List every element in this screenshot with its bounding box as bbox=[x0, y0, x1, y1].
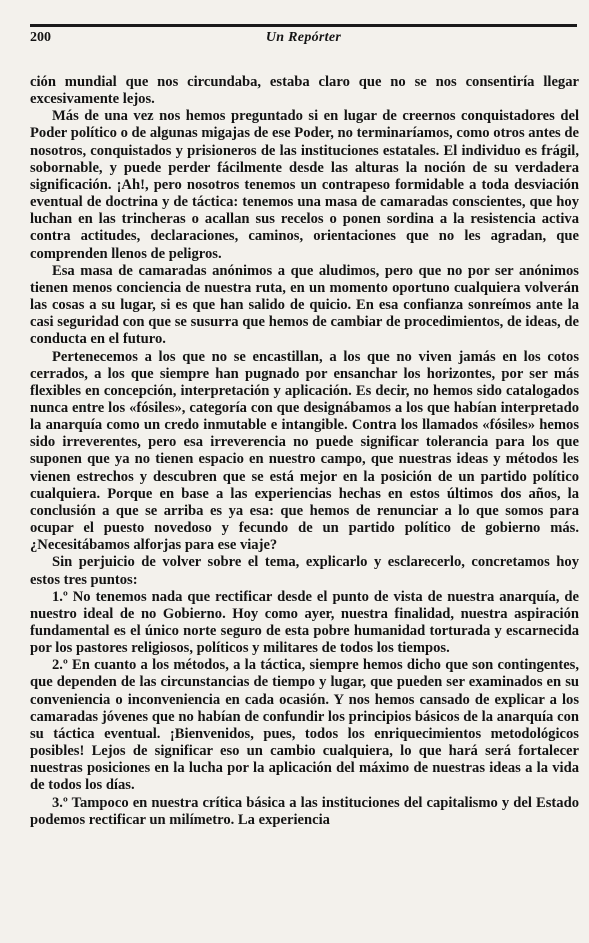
paragraph: Más de una vez nos hemos preguntado si en lugar de creernos conquistadores del Poder político o de algunas migajas de ese Poder, no terminaríamos, como otros antes de nosotros, conquistados y prisioneros de las instituciones estatales. El individuo es frágil, sobornable, y puede perder fácilmente desde las alturas la noción de su verdadera significación. ¡Ah!, pero nosotros tenemos un contrapeso formidable a toda desviación eventual de doctrina y de táctica: tenemos una masa de camaradas conscientes, que hoy luchan en las trincheras o acallan sus recelos o ponen sordina a la resistencia activa contra actitudes, declaraciones, caminos, orientaciones que no les agradan, que comprenden llenos de peligros. bbox=[30, 108, 579, 262]
paragraph-continuation: ción mundial que nos circundaba, estaba claro que no se nos consentiría llegar excesivamente lejos. bbox=[30, 74, 579, 108]
body-text bbox=[30, 74, 579, 829]
header-rule bbox=[30, 24, 577, 27]
paragraph: Esa masa de camaradas anónimos a que aludimos, pero que no por ser anónimos tienen menos conciencia de nuestra ruta, en un momento oportuno cualquiera volverán las cosas a su lugar, si es que han salido de quicio. En esa confianza sonreímos ante la casi seguridad con que se susurra que hemos de cambiar de procedimientos, de ideas, de conducta en el futuro. bbox=[30, 262, 579, 348]
running-head: Un Repórter bbox=[265, 30, 342, 45]
page-header bbox=[30, 30, 577, 48]
numbered-point-1: 1.º No tenemos nada que rectificar desde el punto de vista de nuestra anarquía, de nuestro ideal de no Gobierno. Hoy como ayer, nuestra finalidad, nuestra aspiración fundamental es el único norte seguro de esta pobre humanidad torturada y escarnecida por los pastores religiosos, políticos y militares de todos los tiempos. bbox=[30, 588, 579, 657]
page-number: 200 bbox=[30, 30, 51, 45]
paragraph: Sin perjuicio de volver sobre el tema, explicarlo y esclarecerlo, concretamos hoy estos tres puntos: bbox=[30, 554, 579, 588]
paragraph: Pertenecemos a los que no se encastillan, a los que no viven jamás en los cotos cerrados, a los que siempre han pugnado por ensanchar los horizontes, por ser más flexibles en concepción, interpretación y aplicación. Es decir, no hemos sido catalogados nunca entre los «fósiles», categoría con que designábamos a los que habían interpretado la anarquía como un credo inmutable e intangible. Contra los llamados «fósiles» hemos sido irreverentes, pero esa irreverencia no puede significar tolerancia para los que suponen que ya no tienen espacio en nuestro campo, que nuestras ideas y métodos les vienen estrechos y descubren que se está mejor en la posición de un partido político cualquiera. Porque en base a las experiencias hechas en estos últimos dos años, la conclusión a que se arriba es ya esa: que hemos de renunciar a lo que somos para ocupar el puesto novedoso y fecundo de un partido político de gobierno más. ¿Necesitábamos alforjas para ese viaje? bbox=[30, 348, 579, 554]
numbered-point-3: 3.º Tampoco en nuestra crítica básica a las instituciones del capitalismo y del Estado podemos rectificar un milímetro. La experiencia bbox=[30, 794, 579, 828]
numbered-point-2: 2.º En cuanto a los métodos, a la táctica, siempre hemos dicho que son contingentes, que dependen de las circunstancias de tiempo y lugar, que pueden ser examinados en su conveniencia o inconveniencia en cada ocasión. Y nos hemos cansado de explicar a los camaradas jóvenes que no habían de confundir los principios básicos de la anarquía con su táctica eventual. ¡Bienvenidos, pues, todos los enriquecimientos metodológicos posibles! Lejos de significar eso un cambio cualquiera, lo que hará será fortalecer nuestras posiciones en la lucha por la aplicación del máximo de nuestras ideas a la vida de todos los días. bbox=[30, 657, 579, 794]
